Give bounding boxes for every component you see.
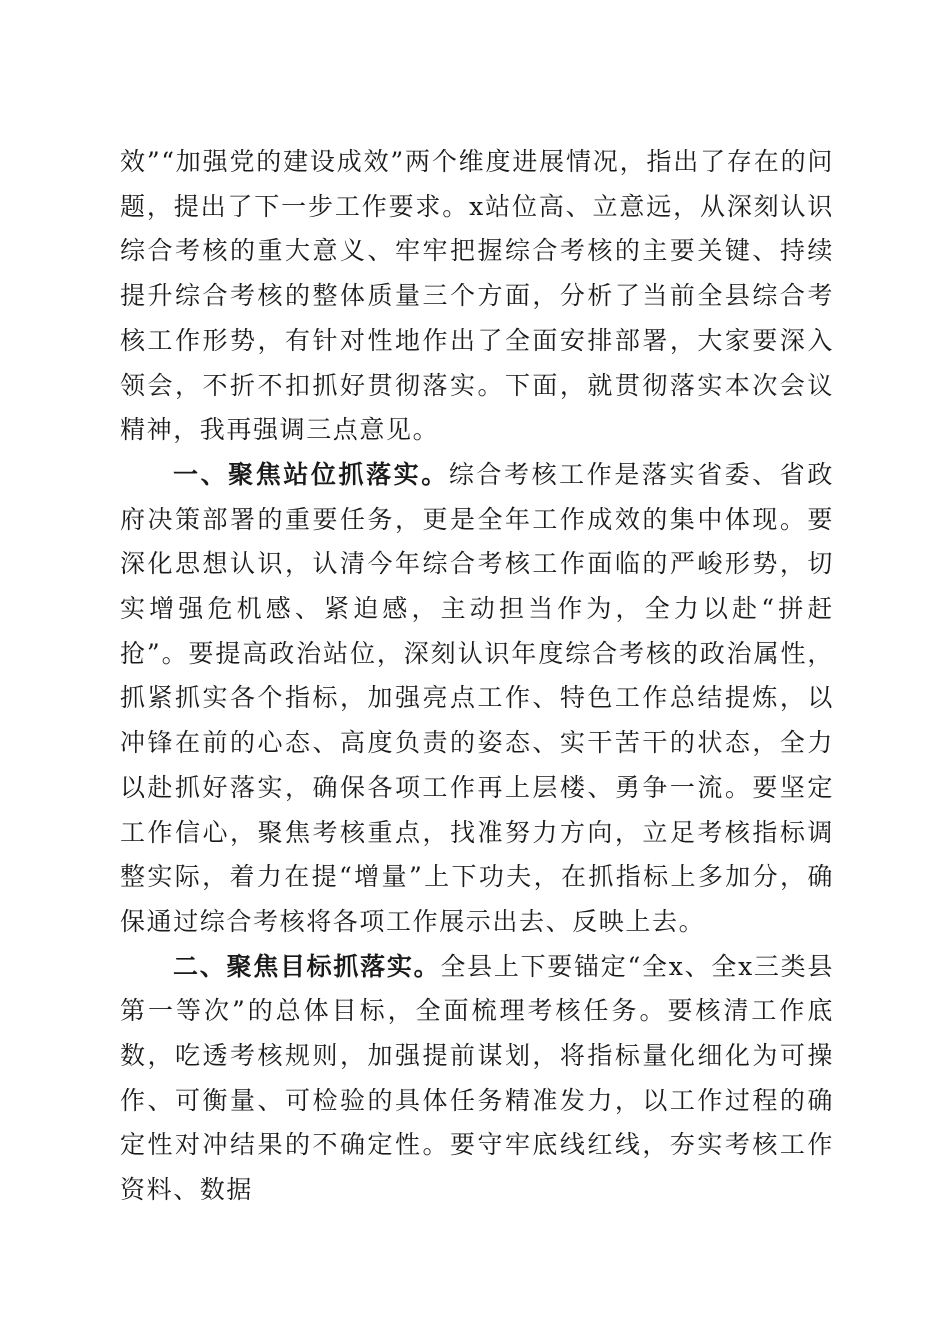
paragraph-intro-text: 效”“加强党的建设成效”两个维度进展情况，指出了存在的问题，提出了下一步工作要求。x站位高、立意远，从深刻认识综合考核的重大意义、牢牢把握综合考核的主要关键、持续提升综合考核的整体质量三个方面，分析了当前全县综合考核工作形势，有针对性地作出了全面安排部署，大家要深入领会，不折不扣抓好贯彻落实。下面，就贯彻落实本次会议精神，我再强调三点意见。	[120, 147, 834, 445]
document-page	[120, 140, 834, 1213]
section-one-heading: 一、聚焦站位抓落实。	[173, 459, 449, 489]
paragraph-intro	[120, 140, 834, 453]
paragraph-section-one	[120, 453, 834, 945]
section-two-heading: 二、聚焦目标抓落实。	[173, 951, 441, 981]
section-one-text: 综合考核工作是落实省委、省政府决策部署的重要任务，更是全年工作成效的集中体现。要深化思想认识，认清今年综合考核工作面临的严峻形势，切实增强危机感、紧迫感，主动担当作为，全力以赴“拼赶抢”。要提高政治站位，深刻认识年度综合考核的政治属性，抓紧抓实各个指标，加强亮点工作、特色工作总结提炼，以冲锋在前的心态、高度负责的姿态、实干苦干的状态，全力以赴抓好落实，确保各项工作再上层楼、勇争一流。要坚定工作信心，聚焦考核重点，找准努力方向，立足考核指标调整实际，着力在提“增量”上下功夫，在抓指标上多加分，确保通过综合考核将各项工作展示出去、反映上去。	[120, 459, 834, 936]
paragraph-section-two	[120, 945, 834, 1213]
section-two-text: 全县上下要锚定“全x、全x三类县第一等次”的总体目标，全面梳理考核任务。要核清工作底数，吃透考核规则，加强提前谋划，将指标量化细化为可操作、可衡量、可检验的具体任务精准发力，以工作过程的确定性对冲结果的不确定性。要守牢底线红线，夯实考核工作资料、数据	[120, 951, 834, 1205]
